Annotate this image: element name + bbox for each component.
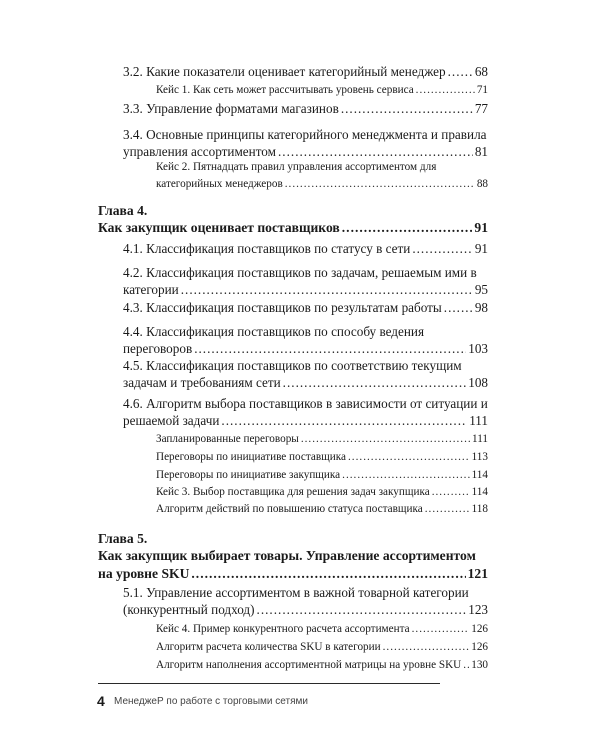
leader-dots	[341, 100, 473, 117]
leader-dots	[463, 657, 469, 674]
chapter-5-title	[98, 547, 488, 583]
toc-entry-text-line1: 3.4. Основные принципы категорийного менеджмента и правила	[123, 127, 487, 142]
toc-entry-text: категорийных менеджеров	[156, 178, 283, 190]
toc-entry-text-line1: 4.5. Классификация поставщиков по соответствию текущим	[123, 358, 462, 373]
leader-dots	[342, 219, 473, 237]
toc-page-number: 111	[469, 413, 488, 428]
toc-entry-text: Кейс 1. Как сеть может рассчитывать уровень сервиса	[156, 84, 414, 96]
toc-entry-4-4	[123, 323, 488, 357]
leader-dots	[181, 281, 473, 298]
toc-entry-sku-count-algorithm	[156, 639, 488, 656]
toc-page-number: 68	[474, 64, 488, 79]
footer-running-title: МенеджеР по работе с торговыми сетями	[114, 696, 308, 707]
leader-dots	[342, 467, 469, 484]
toc-entry-text-line1: 4.4. Классификация поставщиков по способу ведения	[123, 324, 425, 339]
toc-page-number: 111	[472, 433, 488, 445]
toc-page-number: 114	[471, 469, 488, 481]
toc-entry-case-1	[156, 82, 488, 99]
toc-entry-3-2	[123, 63, 488, 80]
toc-entry-text: Кейс 3. Выбор поставщика для решения задач закупщика	[156, 486, 430, 498]
toc-entry-case-3	[156, 484, 488, 501]
toc-entry-4-3	[123, 299, 488, 316]
chapter-5-label: Глава 5.	[98, 531, 148, 546]
toc-entry-4-5	[123, 357, 488, 391]
toc-page-number: 108	[468, 375, 488, 390]
toc-entry-3-4	[123, 126, 488, 160]
toc-entry-text: Переговоры по инициативе закупщика	[156, 469, 341, 481]
toc-entry-text-line1: Кейс 2. Пятнадцать правил управления ассортиментом для	[156, 161, 437, 173]
toc-page-number: 77	[474, 101, 488, 116]
toc-entry-text: Переговоры по инициативе поставщика	[156, 451, 346, 463]
leader-dots	[278, 143, 473, 160]
toc-entry-matrix-algorithm	[156, 657, 488, 674]
toc-page-number: 118	[471, 503, 488, 515]
toc-entry-buyer-initiative	[156, 467, 488, 484]
toc-page-number: 126	[471, 623, 488, 635]
leader-dots	[425, 501, 470, 518]
toc-page-number: 103	[468, 341, 488, 356]
toc-entry-text: решаемой задачи	[123, 413, 220, 428]
footer-rule	[98, 683, 440, 684]
toc-entry-text: 3.3. Управление форматами магазинов	[123, 101, 339, 116]
leader-dots	[444, 299, 473, 316]
leader-dots	[283, 374, 467, 391]
toc-entry-4-6	[123, 395, 488, 429]
toc-entry-text: управления ассортиментом	[123, 144, 276, 159]
leader-dots	[416, 82, 475, 99]
toc-entry-text-line1: 4.6. Алгоритм выбора поставщиков в зависимости от ситуации и	[123, 396, 488, 411]
toc-page-number: 98	[474, 300, 488, 315]
toc-page-number: 88	[476, 178, 488, 190]
footer-page-number: 4	[97, 693, 105, 709]
leader-dots	[285, 176, 475, 193]
toc-entry-4-2	[123, 264, 488, 298]
toc-page-number: 95	[474, 282, 488, 297]
leader-dots	[412, 240, 472, 257]
chapter-4-title	[98, 219, 488, 237]
toc-entry-case-2	[156, 159, 488, 193]
leader-dots	[383, 639, 470, 656]
chapter-page-number: 91	[474, 220, 488, 235]
chapter-4-label: Глава 4.	[98, 203, 148, 218]
toc-page-number: 123	[468, 602, 488, 617]
leader-dots	[448, 63, 473, 80]
leader-dots	[432, 484, 470, 501]
toc-entry-text: категории	[123, 282, 179, 297]
toc-entry-text: 4.3. Классификация поставщиков по результатам работы	[123, 300, 442, 315]
toc-entry-4-1	[123, 240, 488, 257]
toc-page-number: 81	[474, 144, 488, 159]
toc-page-number: 91	[474, 241, 488, 256]
toc-entry-text: задачам и требованиям сети	[123, 375, 281, 390]
leader-dots	[191, 565, 465, 583]
toc-entry-text: Кейс 4. Пример конкурентного расчета ассортимента	[156, 623, 410, 635]
leader-dots	[348, 449, 470, 466]
toc-entry-text: Алгоритм действий по повышению статуса поставщика	[156, 503, 423, 515]
toc-page-number: 130	[471, 659, 488, 671]
toc-page-number: 71	[476, 84, 488, 96]
toc-entry-planned-negotiations	[156, 431, 488, 448]
toc-page-number: 113	[471, 451, 488, 463]
toc-entry-3-3	[123, 100, 488, 117]
toc-entry-text-line1: 4.2. Классификация поставщиков по задачам, решаемым ими в	[123, 265, 477, 280]
leader-dots	[412, 621, 470, 638]
leader-dots	[194, 340, 466, 357]
chapter-page-number: 121	[467, 566, 488, 581]
toc-entry-case-4	[156, 621, 488, 638]
toc-entry-text: переговоров	[123, 341, 193, 356]
toc-entry-5-1	[123, 584, 488, 618]
toc-page-number: 114	[471, 486, 488, 498]
toc-entry-supplier-initiative	[156, 449, 488, 466]
chapter-title-line1: Как закупщик выбирает товары. Управление ассортиментом	[98, 548, 476, 563]
toc-entry-text: 4.1. Классификация поставщиков по статусу в сети	[123, 241, 411, 256]
leader-dots	[257, 601, 467, 618]
toc-entry-text: Алгоритм наполнения ассортиментной матрицы на уровне SKU	[156, 659, 462, 671]
toc-entry-status-algorithm	[156, 501, 488, 518]
chapter-title-text: Как закупщик оценивает поставщиков	[98, 220, 340, 235]
chapter-title-text: на уровне SKU	[98, 566, 190, 581]
leader-dots	[301, 431, 470, 448]
toc-entry-text: 3.2. Какие показатели оценивает категорийный менеджер	[123, 64, 446, 79]
toc-entry-text-line1: 5.1. Управление ассортиментом в важной товарной категории	[123, 585, 469, 600]
toc-entry-text: Алгоритм расчета количества SKU в категории	[156, 641, 381, 653]
leader-dots	[221, 412, 467, 429]
toc-page-number: 126	[471, 641, 488, 653]
toc-entry-text: (конкурентный подход)	[123, 602, 255, 617]
toc-entry-text: Запланированные переговоры	[156, 433, 299, 445]
